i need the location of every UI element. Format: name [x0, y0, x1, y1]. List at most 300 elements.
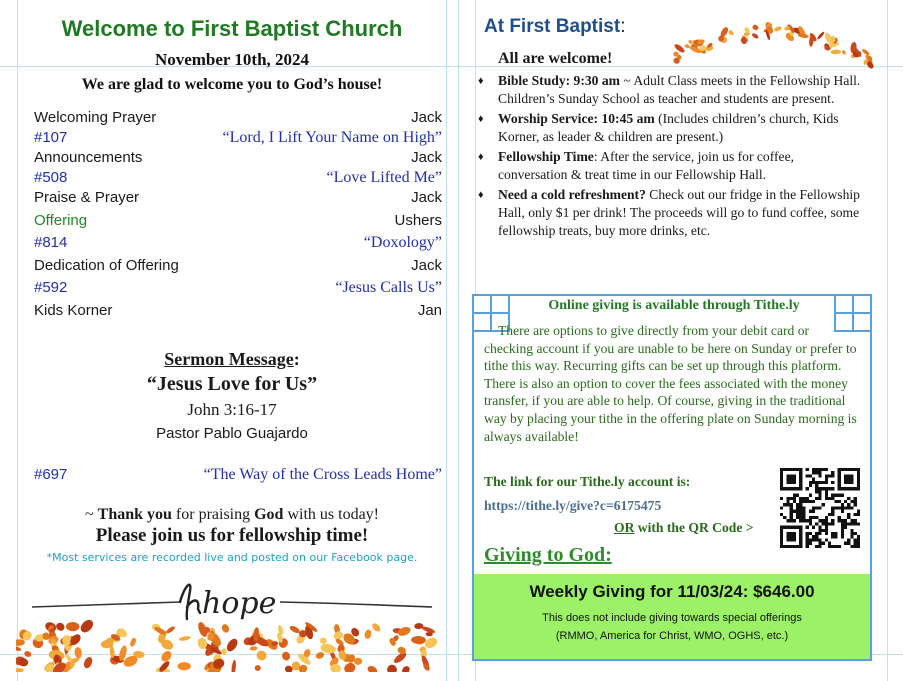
leaf-shape [82, 656, 94, 670]
qr-module [806, 468, 809, 471]
thanks-bold: Thank you [97, 506, 172, 523]
qr-module [806, 474, 809, 477]
qr-module [850, 529, 853, 532]
qr-module [847, 513, 850, 516]
diamond-bullet-icon: ♦ [478, 189, 484, 201]
order-leader: Ushers [394, 212, 442, 229]
leaf-shape [225, 637, 240, 653]
qr-module [857, 542, 860, 545]
qr-module [799, 468, 802, 490]
qr-module [812, 481, 815, 484]
sermon-pastor: Pastor Pablo Guajardo [156, 425, 308, 442]
qr-module [802, 510, 805, 513]
order-leader: “Lord, I Lift Your Name on High” [222, 129, 442, 146]
thanks-line [20, 506, 444, 524]
qr-module [822, 542, 825, 545]
qr-module [857, 535, 860, 538]
qr-module [796, 510, 799, 513]
qr-module [844, 506, 847, 509]
announcement-text: (Includes children’s church, Kids Korner, as leader & children are present.) [498, 111, 839, 144]
qr-module [831, 522, 834, 525]
leaf-shape [401, 665, 412, 672]
qr-module [818, 474, 821, 477]
qr-module [838, 506, 841, 509]
qr-module [825, 497, 828, 500]
qr-module [806, 500, 809, 503]
qr-module [822, 519, 825, 522]
leaf-shape [55, 621, 66, 632]
qr-module [854, 522, 857, 525]
qr-module [780, 487, 802, 490]
qr-module [818, 532, 821, 535]
thanks-prefix: ~ [84, 506, 98, 523]
leaf-shape [74, 647, 83, 659]
qr-module [841, 522, 844, 525]
qr-module [838, 468, 841, 490]
bulletin-right-panel [472, 8, 872, 673]
qr-module [857, 522, 860, 525]
leaf-shape [16, 645, 22, 652]
qr-module [793, 519, 796, 522]
leaf-shape [397, 625, 412, 637]
leaf-shape [684, 44, 690, 49]
sermon-heading [20, 349, 444, 370]
qr-module [815, 497, 818, 500]
order-row [34, 234, 442, 252]
leaf-shape [16, 639, 25, 646]
qr-module [806, 497, 809, 500]
qr-module [809, 500, 812, 503]
qr-module [831, 519, 834, 522]
qr-module [815, 471, 818, 474]
leaf-shape [386, 664, 398, 672]
or-word: OR [614, 520, 635, 535]
qr-module [847, 538, 850, 541]
order-item: Welcoming Prayer [34, 109, 157, 126]
qr-module [818, 545, 821, 548]
qr-module [825, 532, 828, 535]
leaf-shape [364, 629, 372, 640]
leaf-shape [773, 26, 782, 33]
qr-module [838, 519, 841, 522]
qr-module [790, 497, 793, 500]
online-giving-box [472, 294, 872, 661]
qr-module [850, 506, 853, 509]
qr-module [815, 506, 818, 509]
leaf-shape [66, 622, 80, 631]
order-row [34, 302, 442, 319]
qr-module [812, 516, 815, 519]
qr-module [815, 535, 818, 538]
order-row [34, 257, 442, 274]
qr-module [812, 506, 815, 509]
order-item: Kids Korner [34, 302, 113, 319]
qr-module [796, 494, 799, 497]
qr-module [841, 510, 844, 513]
qr-module [786, 503, 789, 506]
order-leader: Jack [411, 257, 442, 274]
qr-module [822, 481, 825, 484]
qr-module [831, 494, 834, 497]
qr-module [806, 526, 809, 529]
leaf-shape [831, 49, 842, 54]
order-row [34, 212, 442, 229]
qr-module [809, 516, 812, 519]
qr-module [806, 542, 809, 545]
qr-module [834, 506, 837, 509]
qr-module [790, 519, 793, 522]
leaf-shape [371, 622, 382, 633]
qr-module [854, 497, 857, 500]
qr-module [809, 542, 812, 545]
qr-module [825, 490, 828, 493]
qr-module [812, 526, 815, 529]
leaf-shape [728, 29, 735, 36]
qr-module [838, 494, 841, 497]
at-first-baptist-label: At First Baptist [484, 16, 621, 37]
qr-module [806, 532, 809, 535]
leaf-shape [841, 50, 846, 56]
qr-module [786, 532, 796, 542]
qr-module [825, 529, 828, 532]
guide-line [458, 0, 459, 681]
qr-module [857, 513, 860, 516]
qr-module [812, 471, 815, 474]
qr-module [850, 535, 853, 538]
leaf-shape [221, 648, 227, 655]
leaf-shape [289, 625, 301, 635]
weekly-giving-offerings: (RMMO, America for Christ, WMO, OGHS, etc.) [555, 630, 789, 642]
tithely-link[interactable]: https://tithe.ly/give?c=6175475 [484, 498, 662, 513]
announcement-item [478, 186, 862, 240]
qr-module [828, 522, 831, 525]
qr-module [818, 490, 821, 493]
qr-module [790, 506, 793, 509]
qr-module [818, 526, 821, 529]
qr-module [815, 522, 818, 525]
qr-module [796, 506, 799, 509]
qr-module [854, 532, 857, 535]
leaf-shape [816, 31, 825, 40]
qr-module [834, 494, 837, 497]
qr-module [806, 487, 809, 490]
qr-module [828, 542, 831, 545]
qr-module [850, 532, 853, 535]
qr-module [802, 513, 805, 516]
qr-module [818, 542, 821, 545]
qr-module [825, 487, 828, 490]
qr-module [799, 506, 802, 509]
qr-module [838, 468, 860, 471]
sermon-heading-colon: : [293, 349, 300, 369]
qr-module [822, 503, 825, 506]
qr-module [793, 497, 796, 500]
qr-module [828, 474, 831, 477]
qr-module [854, 545, 857, 548]
qr-module [857, 468, 860, 490]
qr-module [857, 538, 860, 541]
qr-module [799, 516, 802, 519]
qr-module [799, 497, 802, 500]
qr-module [780, 526, 802, 529]
qr-module [780, 545, 802, 548]
qr-module [806, 538, 809, 541]
qr-module [847, 542, 850, 545]
qr-module [844, 519, 847, 522]
qr-module [780, 526, 783, 548]
qr-module [815, 484, 818, 487]
closing-hymn [34, 466, 442, 484]
order-item: Offering [34, 212, 88, 229]
qr-module [818, 519, 821, 522]
qr-module [786, 519, 789, 522]
qr-module [818, 494, 821, 497]
qr-module [850, 500, 853, 503]
sermon-verse: John 3:16-17 [187, 400, 277, 419]
tithely-link-label: The link for our Tithe.ly account is: [484, 474, 691, 489]
order-item: #592 [34, 279, 68, 296]
qr-module [809, 484, 812, 487]
qr-module [815, 487, 818, 490]
qr-module [841, 535, 844, 538]
qr-module [831, 532, 834, 535]
qr-module [838, 500, 841, 503]
qr-module [802, 500, 805, 503]
qr-code-icon[interactable] [780, 468, 860, 548]
qr-module [831, 487, 834, 490]
leaf-shape [165, 625, 176, 634]
qr-module [841, 526, 844, 529]
leaf-shape [281, 651, 292, 662]
qr-module [815, 538, 818, 541]
leaf-shape [178, 662, 191, 670]
qr-module [831, 471, 834, 474]
qr-module [834, 535, 837, 538]
qr-module [857, 545, 860, 548]
qr-module [799, 500, 802, 503]
qr-module [831, 474, 834, 477]
qr-module [796, 503, 799, 506]
qr-module [806, 519, 809, 522]
announcement-title: Worship Service: 10:45 am [498, 111, 655, 126]
closing-hymn-title: “The Way of the Cross Leads Home” [203, 466, 442, 483]
qr-module [815, 490, 818, 493]
qr-module [802, 497, 805, 500]
qr-module [818, 529, 821, 532]
qr-module [806, 545, 809, 548]
leaf-shape [16, 667, 24, 672]
qr-module [854, 538, 857, 541]
qr-module [834, 500, 837, 503]
qr-module [825, 516, 828, 519]
qr-module [828, 497, 831, 500]
guide-line [887, 0, 888, 681]
service-date: November 10th, 2024 [154, 50, 310, 69]
diamond-bullet-icon: ♦ [478, 75, 484, 87]
qr-module [815, 468, 818, 471]
qr-module [818, 481, 821, 484]
qr-module [796, 513, 799, 516]
leaf-shape [250, 646, 258, 651]
qr-module [799, 519, 802, 522]
qr-module [809, 510, 812, 513]
thanks-suffix: with us today! [283, 506, 379, 523]
weekly-giving-note: This does not include giving towards special offerings [542, 612, 802, 624]
qr-module [780, 497, 783, 500]
qr-module [841, 532, 844, 535]
online-giving-body: There are options to give directly from your debit card or checking account if you are unable to be here on Sunday or prefer to tithe this way. Recurring gifts can be set up through this platform. There is also an option to cover the fees associated with the money transfer, if you are able to help. Of course, giving in the traditional way by placing your tithe in the offering plate on Sunday morning is always available! [484, 323, 857, 444]
qr-module [822, 468, 825, 471]
order-row [34, 109, 442, 126]
qr-module [825, 474, 828, 477]
order-leader: “Doxology” [363, 234, 442, 251]
announcement-item [478, 110, 862, 146]
order-item: #814 [34, 234, 68, 251]
qr-module [841, 503, 844, 506]
qr-module [780, 468, 783, 490]
leaf-shape [740, 36, 748, 45]
leaf-shape [231, 660, 237, 672]
qr-module [812, 510, 815, 513]
qr-module [815, 545, 818, 548]
announcement-text: : After the service, join us for coffee, conversation & treat time in our Fellowship Hall. [498, 149, 794, 182]
qr-module [802, 516, 805, 519]
qr-module [822, 522, 825, 525]
announcement-item [478, 148, 862, 184]
qr-module [831, 506, 834, 509]
qr-module [799, 526, 802, 548]
qr-module [793, 494, 796, 497]
qr-module [809, 474, 812, 477]
qr-module [831, 497, 834, 500]
qr-module [783, 503, 786, 506]
thanks-mid: for praising [171, 506, 255, 523]
qr-module [793, 500, 796, 503]
qr-module [799, 513, 802, 516]
leaf-shape [254, 665, 261, 672]
qr-module [796, 516, 799, 519]
autumn-leaf-swirl-illustration [662, 8, 876, 74]
qr-module [790, 503, 793, 506]
qr-module [838, 487, 860, 490]
qr-module [854, 513, 857, 516]
qr-module [799, 503, 802, 506]
qr-code-hint [614, 520, 754, 536]
qr-hint-text: with the QR Code > [634, 520, 754, 535]
order-item: #107 [34, 129, 68, 146]
qr-module [854, 500, 857, 503]
order-leader: “Jesus Calls Us” [335, 279, 442, 296]
qr-module [780, 513, 783, 516]
qr-module [802, 519, 805, 522]
at-first-baptist-heading [484, 16, 625, 38]
leaf-shape [255, 649, 269, 663]
qr-module [812, 500, 815, 503]
qr-module [812, 538, 815, 541]
sermon-heading-label: Sermon Message [164, 349, 294, 369]
weekly-giving-amount: Weekly Giving for 11/03/24: $646.00 [529, 582, 815, 601]
sermon-title: “Jesus Love for Us” [146, 373, 318, 395]
qr-module [850, 522, 853, 525]
order-item: Dedication of Offering [34, 257, 179, 274]
qr-module [847, 503, 850, 506]
leaf-shape [751, 32, 759, 39]
weekly-giving-panel [474, 574, 870, 659]
diamond-bullet-icon: ♦ [478, 151, 484, 163]
qr-module [834, 545, 837, 548]
qr-module [825, 519, 828, 522]
qr-module [815, 481, 818, 484]
announcement-title: Bible Study: 9:30 am [498, 73, 620, 88]
order-row [34, 149, 442, 166]
qr-module [790, 516, 793, 519]
announcement-item [478, 72, 862, 108]
qr-module [790, 513, 793, 516]
order-item: #508 [34, 169, 68, 186]
qr-module [809, 481, 812, 484]
leaf-shape [861, 48, 870, 56]
hope-script-illustration [30, 573, 434, 623]
qr-module [841, 494, 844, 497]
qr-module [786, 497, 789, 500]
leaf-shape [179, 635, 191, 641]
order-leader: Jan [417, 302, 442, 319]
order-row [34, 169, 442, 187]
leaf-shape [315, 651, 325, 660]
qr-module [802, 506, 805, 509]
announcement-text: ~ Adult Class meets in the Fellowship Hall. Children’s Sunday School as teacher and students are present. [498, 73, 861, 106]
qr-module [825, 526, 828, 529]
qr-module [806, 535, 809, 538]
qr-module [815, 532, 818, 535]
qr-module [831, 513, 834, 516]
closing-hymn-number: #697 [34, 466, 68, 483]
giving-to-god-heading: Giving to God: [484, 544, 612, 566]
leaf-shape [319, 637, 327, 644]
leaf-shape [159, 649, 173, 663]
qr-module [790, 510, 793, 513]
announcement-text: Check out our fridge in the Fellowship Hall, only $1 per drink! The proceeds will go to fund coffee, some fellowship treats, buy more drinks, etc. [498, 187, 860, 238]
qr-module [783, 516, 786, 519]
qr-module [850, 519, 853, 522]
qr-module [809, 494, 812, 497]
thanks-god: God [254, 506, 284, 523]
qr-module [854, 519, 857, 522]
order-item: Praise & Prayer [34, 189, 140, 206]
qr-module [799, 510, 802, 513]
qr-module [822, 529, 825, 532]
qr-module [793, 510, 796, 513]
online-giving-heading: Online giving is available through Tithe.ly [548, 298, 800, 313]
leaf-shape [366, 665, 378, 672]
recorded-note: *Most services are recorded live and posted on our Facebook page. [46, 551, 418, 564]
qr-module [809, 532, 812, 535]
qr-module [809, 538, 812, 541]
order-leader: Jack [411, 189, 442, 206]
qr-module [828, 545, 831, 548]
order-leader: Jack [411, 109, 442, 126]
leaf-shape [220, 623, 230, 634]
qr-module [812, 535, 815, 538]
qr-module [822, 487, 825, 490]
leaf-shape [78, 620, 95, 635]
qr-module [809, 519, 812, 522]
qr-module [818, 487, 821, 490]
qr-module [818, 471, 821, 474]
qr-module [786, 474, 796, 484]
qr-module [825, 481, 828, 484]
qr-module [854, 503, 857, 506]
